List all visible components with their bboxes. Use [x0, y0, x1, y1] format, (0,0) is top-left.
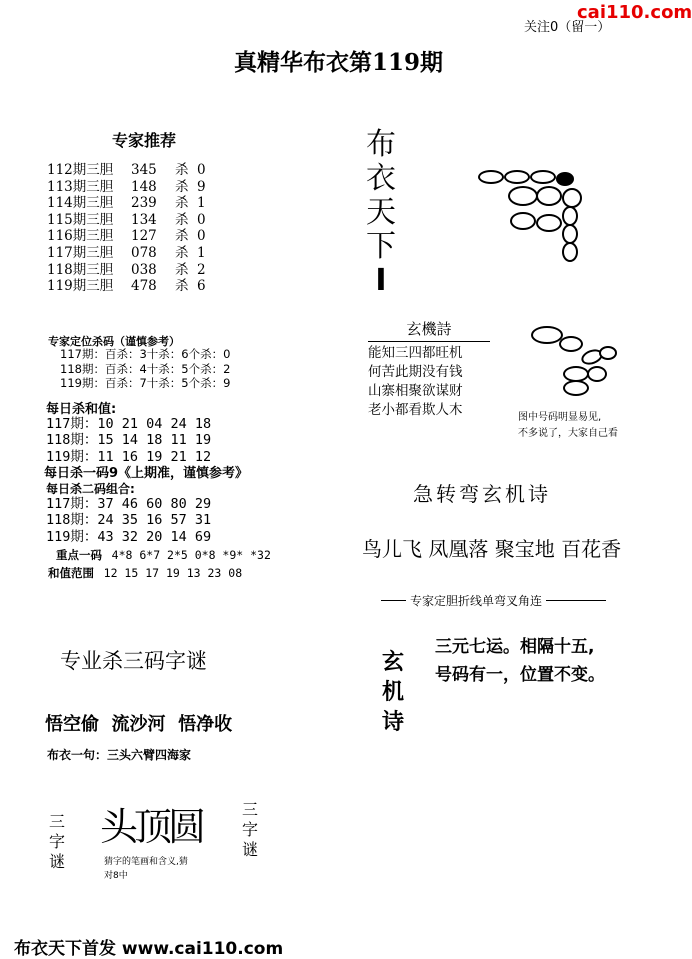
expert-kill-label: 杀 — [175, 261, 189, 278]
char-riddle-left-label: 三字谜 — [48, 812, 65, 871]
sum-kill-row: 117期：10 21 04 24 18 — [46, 416, 212, 432]
expert-row — [47, 262, 217, 279]
two-kill-heading: 每日杀二码组合: — [46, 482, 135, 496]
coin-figure-top — [470, 160, 610, 270]
two-kill-row: 118期：24 35 16 57 31 — [46, 512, 212, 529]
expert-kill-label: 杀 — [175, 278, 189, 295]
footer-credit: 布衣天下首发 www.cai110.com — [14, 939, 284, 959]
expert-row — [47, 179, 217, 196]
follow-tag: 关注0（留一） — [524, 20, 611, 35]
expert-table — [47, 162, 217, 295]
expert-row — [47, 278, 217, 295]
expert-row — [47, 212, 217, 229]
site-logo[interactable]: cai110.com — [577, 2, 692, 23]
sum-range-values: 12 15 17 19 13 23 08 — [103, 566, 243, 580]
vertical-char: 诗 — [381, 710, 404, 735]
two-kill-row: 117期：37 46 60 80 29 — [46, 496, 212, 512]
xuanji-shi-vertical — [378, 648, 408, 738]
riddle-sentence: 布衣一句：三头六臂四海家 — [47, 748, 192, 762]
page-title: 真精华布衣第119期 — [233, 49, 443, 76]
expert-period: 115期三胆 — [47, 211, 114, 228]
two-kill-list — [46, 496, 211, 545]
coin-figure-bottom — [525, 322, 635, 402]
vertical-char: 机 — [381, 680, 404, 705]
expert-kill-label: 杀 — [175, 244, 189, 261]
expert-kill: 6 — [197, 278, 206, 295]
expert-kill: 0 — [197, 228, 206, 245]
one-kill-line: 每日杀一码9《上期准，谨慎参考》 — [44, 466, 249, 481]
expert-nums: 239 — [131, 195, 157, 212]
expert-period: 119期三胆 — [47, 278, 114, 295]
expert-kill-label: 杀 — [175, 178, 189, 195]
key-code-values: 4*8 6*7 2*5 0*8 *9* *32 — [111, 548, 271, 562]
expert-period: 112期三胆 — [47, 162, 114, 178]
urgent-phrase: 鸟儿飞 凤凰落 聚宝地 百花香 — [362, 537, 622, 561]
char-riddle-note-1: 猜字的笔画和含义,猜 — [104, 857, 188, 867]
sum-kill-heading: 每日杀和值: — [46, 402, 117, 417]
riddle-heading: 专业杀三码字谜 — [60, 649, 207, 673]
position-kill-row: 117期：百杀：3十杀：6个杀：0 — [60, 347, 231, 361]
sum-kill-list — [46, 416, 211, 465]
expert-kill: 0 — [197, 162, 206, 178]
expert-period: 114期三胆 — [47, 195, 114, 212]
expert-row — [47, 245, 217, 262]
buyi-tianxia-vertical — [363, 128, 399, 298]
expert-period: 118期三胆 — [47, 261, 114, 278]
xuanji-poem — [368, 318, 490, 420]
expert-row — [47, 228, 217, 245]
urgent-heading: 急转弯玄机诗 — [413, 482, 551, 506]
vertical-char: 下 — [366, 229, 396, 264]
riddle-line: 悟空偷 流沙河 悟净收 — [45, 714, 233, 735]
hint-line-2: 不多说了，大家自己看 — [518, 428, 618, 439]
char-riddle-right-label: 三字谜 — [241, 800, 258, 859]
poem-line: 老小都看欺人木 — [368, 402, 463, 418]
expert-nums: 478 — [131, 278, 157, 295]
expert-period: 117期三胆 — [47, 244, 114, 261]
position-kill-list — [60, 347, 230, 391]
sum-range-label: 和值范围 — [48, 566, 94, 580]
vertical-numeral: I — [375, 263, 387, 298]
vertical-char: 天 — [366, 195, 396, 230]
vertical-char: 玄 — [381, 650, 404, 675]
expert-kill: 1 — [197, 195, 206, 212]
expert-kill: 2 — [197, 261, 206, 278]
expert-kill-label: 杀 — [175, 228, 189, 245]
sum-kill-row: 119期：11 16 19 21 12 — [46, 448, 212, 465]
sum-range-line — [48, 565, 242, 581]
key-code-label: 重点一码 — [56, 548, 102, 562]
sum-kill-row: 118期：15 14 18 11 19 — [46, 432, 212, 449]
key-code-line — [56, 547, 271, 563]
xuanji-shi-line-1: 三元七运。相隔十五, — [435, 637, 595, 657]
expert-row — [47, 195, 217, 212]
char-riddle-glyphs: 头顶圆 — [100, 805, 203, 849]
position-kill-row: 118期：百杀：4十杀：5个杀：2 — [60, 361, 231, 376]
expert-nums: 127 — [131, 228, 157, 245]
position-kill-heading: 专家定位杀码（谨慎参考） — [48, 335, 180, 348]
two-kill-row: 119期：43 32 20 14 69 — [46, 528, 212, 545]
expert-kill: 0 — [197, 211, 206, 228]
expert-row — [47, 162, 217, 179]
expert-kill: 9 — [197, 178, 206, 195]
expert-nums: 038 — [131, 261, 157, 278]
vertical-char: 衣 — [366, 161, 396, 196]
expert-kill-label: 杀 — [175, 162, 189, 178]
vertical-char: 布 — [366, 127, 396, 162]
expert-period: 116期三胆 — [47, 228, 114, 245]
banner: 专家定胆折线单弯叉角连 — [406, 592, 546, 609]
expert-period: 113期三胆 — [47, 178, 114, 195]
expert-kill-label: 杀 — [175, 211, 189, 228]
expert-kill: 1 — [197, 244, 206, 261]
expert-heading: 专家推荐 — [112, 131, 177, 150]
expert-nums: 134 — [131, 211, 157, 228]
position-kill-row: 119期：百杀：7十杀：5个杀：9 — [60, 376, 231, 391]
xuanji-poem-heading: 玄機詩 — [406, 320, 452, 338]
expert-nums: 148 — [131, 178, 157, 195]
char-riddle-note-2: 对8中 — [104, 871, 128, 881]
poem-line: 何苦此期没有钱 — [368, 364, 463, 380]
divider — [368, 341, 490, 342]
poem-line: 山寨相聚欲谋财 — [368, 383, 463, 399]
hint-line-1: 图中号码明显易见, — [518, 412, 602, 423]
expert-nums: 078 — [131, 244, 157, 261]
poem-line: 能知三四都旺机 — [368, 345, 463, 361]
xuanji-shi-line-2: 号码有一，位置不变。 — [435, 665, 605, 685]
expert-nums: 345 — [131, 162, 157, 178]
expert-kill-label: 杀 — [175, 195, 189, 212]
